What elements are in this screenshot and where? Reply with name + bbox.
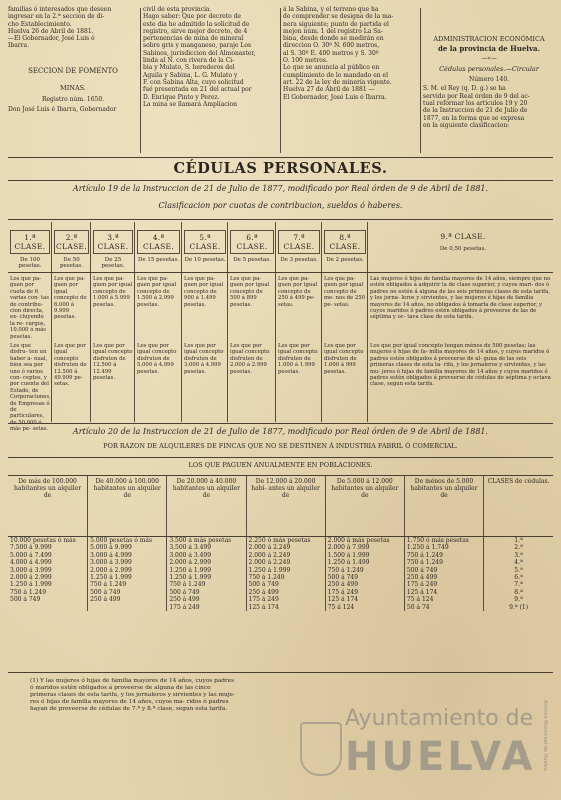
rent-class-cell: 8.ª <box>514 588 523 596</box>
class-salary-text: Los que por igual concepto disfruten de 12.500 á 12.499 pesetas. <box>93 343 133 382</box>
footnote-rule <box>8 672 553 673</box>
rent-cell: 500 á 749 <box>325 574 404 581</box>
class-contribution-text: Los que pa- guen por igual concepto de 1.500 á 2.999 pesetas. <box>137 276 177 308</box>
rent-cell: 175 á 249 <box>325 589 404 596</box>
class-contribution-text: Los que pa- guen por igual concepto de 6.000 á 9.999 pesetas. <box>54 276 87 321</box>
col2-line: pertenencias de mina de mineral <box>143 35 244 43</box>
col-rule-1 <box>140 8 141 153</box>
class-name: 3.ª CLASE. <box>93 230 133 254</box>
class-column-rule <box>51 222 52 422</box>
rent-cell: 3.000 á 3.499 <box>167 552 246 559</box>
rent-class-cell: 3.ª <box>514 551 523 559</box>
col1-line: Ibarra. <box>8 42 30 50</box>
rent-cell: 250 á 499 <box>246 589 325 596</box>
class-column-rule <box>321 222 322 422</box>
rent-cell: 2.000 á 2.999 <box>88 567 167 574</box>
rent-class-cell: 2.ª <box>514 544 523 552</box>
rent-cell: 500 á 749 <box>8 596 88 603</box>
class-quota: De 5 pesetas. <box>233 257 271 263</box>
class-header-rule <box>8 272 553 273</box>
col2-line: La mina se llamará Amplíacion <box>143 100 238 108</box>
class-salary-text: Los que por igual concepto disfruten de 1.000 á 1.999 pesetas. <box>278 343 318 375</box>
rent-cell: 5.000 pesetas ó más <box>88 537 167 545</box>
col4-text <box>423 85 555 129</box>
col1-line: cho Establecimiento. <box>8 20 72 28</box>
rent-cell: 250 á 499 <box>88 596 167 603</box>
rent-cell: 250 á 499 <box>325 581 404 588</box>
col2-line: sobre gris y manganeso, paraje Los <box>143 42 252 50</box>
col3-line: nera siguiente; punto de partida el <box>283 20 389 28</box>
class-column-rule <box>134 222 135 422</box>
class-salary-text: Los que por igual concepto disfruten de 2.000 á 2.999 pesetas. <box>230 343 270 375</box>
crest-icon <box>300 722 342 776</box>
rent-cell: 3.500 á 3.499 <box>167 544 246 551</box>
rent-cell: 7.500 á 9.999 <box>8 544 88 551</box>
class-salary-text: Los que por igual concepto disfruten de 1.000 á 999 pesetas. <box>324 343 364 375</box>
column-1 <box>8 6 138 156</box>
rent-cell: 1.250 á 1.749 <box>404 544 483 551</box>
col1-line: familias ó interesados que deseen <box>8 6 112 13</box>
rent-cell: 1.250 á 1.999 <box>246 567 325 574</box>
col2-line: este dia he admitido la solicitud de <box>143 20 250 28</box>
col2-line: registro, sirve mejor decreto, de 4 <box>143 27 248 35</box>
rent-cell: 75 á 124 <box>404 596 483 603</box>
col3-line: al S. 30º E. 400 metros y S. 30º <box>283 49 379 57</box>
col3-line: á la Sabina, y el terreno que ha <box>283 6 379 13</box>
col2-line: D. Enrique Pinto y Perez. <box>143 93 220 101</box>
col2-line: civil de esta provincia. <box>143 6 212 13</box>
rent-cell: 50 á 74 <box>404 604 483 611</box>
col3-line: direccion O. 30º N. 600 metros, <box>283 42 380 50</box>
col2-line: Aguila y Sabina, L. G. Mulato y <box>143 71 238 79</box>
rent-cell: 10.000 pesetas ó más <box>8 537 88 545</box>
rent-cell: 1.250 á 1.499 <box>325 559 404 566</box>
watermark-line2: HUELVA <box>345 734 536 780</box>
annually-heading: LOS QUE PAGUEN ANUALMENTE EN POBLACIONES. <box>188 461 373 469</box>
rent-cell: 750 á 1.249 <box>404 552 483 559</box>
col4-line: de la Instruccion de 21 de Julio de <box>423 107 528 115</box>
class-header <box>54 230 89 269</box>
col1-line: —El Gobernador, José Luis é <box>8 35 95 43</box>
rent-cell <box>8 604 88 611</box>
col2-line: linda al N. con rivera de la Ci- <box>143 57 235 65</box>
class-name: 8.ª CLASE. <box>324 230 366 254</box>
class-header <box>10 230 50 269</box>
footnote: (1) Y las mujeres ó hijas de familia mayores de 14 años, cuyos padres ó maridos estén obligados á proveerse de alguna de las cinco primeras clases de esta tarifa, y los jornaleros y sirvientes y las muje- res ó hijas de familia mayores de 14 años, cuyos ma- ridos ó padres hayan de proveerse de cédulas de 7.ª y 8.ª clase, segun esta tarifa. <box>30 678 235 712</box>
rent-cell: 2.000 á 2.249 <box>246 544 325 551</box>
col4-line: tual reformar los artículos 19 y 20 <box>423 100 528 108</box>
rent-cell: 3.500 á más pesetas <box>167 537 246 545</box>
rent-row <box>8 604 553 611</box>
rent-cell: 3.000 á 3.999 <box>8 567 88 574</box>
rent-cell: 125 á 174 <box>404 589 483 596</box>
rent-column-header: De ménos de 5.000 habitantes un alquiler de <box>404 476 483 537</box>
rent-cell: 2.000 á 2.999 <box>167 559 246 566</box>
circular-title: Cédulas personales.—Circular <box>439 64 539 73</box>
rent-cell: 3.000 á 4.999 <box>88 552 167 559</box>
rent-table <box>8 476 553 611</box>
column-3 <box>283 6 418 156</box>
registry-number: Registro núm. 1650. <box>41 96 105 104</box>
rent-cell: 5.000 á 9.999 <box>88 544 167 551</box>
rent-cell: 4.000 á 4.999 <box>8 559 88 566</box>
class-header <box>408 230 518 252</box>
rent-cell: 1.250 á 1.999 <box>8 581 88 588</box>
admin-divider: —«— <box>481 54 497 62</box>
rent-column-header: De más de 100.000 habitantes un alquiler de <box>8 476 88 537</box>
class-header <box>93 230 133 269</box>
class-contribution-text: Las mujeres ó hijos de familia mayores de 14 años, siempre que no estén obligados á adquirir la de clase superior, y cuyos mari- dos ó padres no estén á alguna de las seis primeras clases de esta tarifa, y los jorna- leros y sirvientes, y las mujeres é hijas de familia mayores de 14 años, no obligados á tomarla de clase superior, y cuyos maridos ó padres estén obligados á proveerse de las de séptima y oc- tava clase de esta tarifa. <box>370 276 551 321</box>
rent-table-header <box>8 476 553 537</box>
class-header <box>324 230 366 263</box>
class-salary-text: Los que por igual concepto tengan ménos de 500 pesetas; las mujeres é hijas de fa- milia mayores de 14 años, y cuyos maridos ó padres estén obligados á proveerse de al- guna de las seis primeras clases de esta ta- rifa, y los jornaleros y sirvientes, y las mu- jeres ó hijas de familia mayores de 14 años y cuyos maridos ó padres estén obligados á proveerse de cédulas de séptima y octava clase, segun esta tarifa. <box>370 343 551 388</box>
rent-cell: 2.000 á 7.999 <box>325 544 404 551</box>
title-rule-top <box>8 157 553 158</box>
article-19-heading: Artículo 19 de la Instruccion de 21 de Julio de 1877, modificado por Real órden de 9 de Abril de 1881. <box>72 184 489 193</box>
col1-text <box>8 6 138 50</box>
rent-cell: 250 á 499 <box>404 574 483 581</box>
col2-line: fué presentada en 21 del actual por <box>143 86 252 94</box>
class-column-rule <box>367 222 368 422</box>
classification-heading: Clasificacion por cuotas de contribucion, sueldos ó haberes. <box>158 201 403 210</box>
col3-line: mejon núm. 1 del registro La Sa- <box>283 27 383 35</box>
class-quota: De 100 pesetas. <box>18 257 42 269</box>
rent-cell: 500 á 749 <box>88 589 167 596</box>
circular-number: Número 140. <box>468 76 510 84</box>
rent-cell: 125 á 174 <box>325 596 404 603</box>
rent-cell: 750 á 1.249 <box>246 574 325 581</box>
class-column-rule <box>181 222 182 422</box>
col3-line: Huelva 27 de Abril de 1881 — <box>283 86 375 94</box>
col3-line: bina, desde donde se medirán en <box>283 35 384 43</box>
class-contribution-text: Los que pa- guen por cuota de 6 varias con- tas de contribu- cion directa, ex- cluyendo la re- cargos, 10.000 ó más pesetas. <box>10 276 49 340</box>
rent-cell: 175 á 249 <box>246 596 325 603</box>
rent-row <box>8 567 553 574</box>
class-header <box>184 230 226 263</box>
class-contribution-text: Los que pa- guen por igual concepto de 250 á 499 pe- setas. <box>278 276 318 308</box>
archive-vertical-text: Archivo Municipal de Huelva <box>542 700 548 771</box>
col3-line: de comprender se designa de la ma- <box>283 13 394 21</box>
class-name: 2.ª CLASE. <box>54 230 89 254</box>
rent-column-header: De 20.000 á 40.000 habitantes un alquiler de <box>167 476 246 537</box>
rent-cell: 750 á 1.249 <box>88 581 167 588</box>
col3-line: art. 22 de la ley de minería vigente. <box>283 78 392 86</box>
class-quota: De 25 pesetas. <box>101 257 125 269</box>
rent-cell: 2.000 á 2.999 <box>8 574 88 581</box>
class-table-top-rule <box>8 219 553 220</box>
col4-line: en la siguiente clasificacion: <box>423 121 510 129</box>
class-quota: De 3 pesetas. <box>280 257 318 263</box>
col-rule-2 <box>280 8 281 153</box>
governor-signature: Don José Luis é Ibarra, Gobernador <box>8 105 117 113</box>
rent-cell: 1.250 á 1.999 <box>167 567 246 574</box>
col4-line: S. M. el Rey (q. D. g.) se ha <box>423 85 506 93</box>
rent-cell: 250 á 499 <box>167 596 246 603</box>
rent-row <box>8 552 553 559</box>
rent-cell: 75 á 124 <box>325 604 404 611</box>
rent-cell: 1.250 á 1.999 <box>88 574 167 581</box>
rent-cell: 500 á 749 <box>167 589 246 596</box>
class-quota: De 15 pesetas. <box>137 257 180 263</box>
class-salary-text: Los que por igual concepto disfruten de 12.500 á 49.999 pe- setas. <box>54 343 87 388</box>
rent-cell: 3.000 á 3.999 <box>88 559 167 566</box>
class-contribution-text: Los que pa- guen por igual concepto de 500 á 899 pesetas. <box>230 276 270 308</box>
main-title: CÉDULAS PERSONALES. <box>173 160 388 177</box>
class-header <box>137 230 180 263</box>
rent-cell: 750 á 1.249 <box>325 567 404 574</box>
column-4 <box>423 6 555 156</box>
rent-cell: 2.000 á más pesetas <box>325 537 404 545</box>
class-name: 9.ª CLASE. <box>440 232 486 241</box>
rent-column-header: De 40.000 á 100.000 habitantes un alquiler de <box>88 476 167 537</box>
section-title-fomento: SECCION DE FOMENTO <box>28 66 118 75</box>
class-salary-text: Los que por igual concepto disfruten de 3.000 á 4.999 pesetas. <box>184 343 224 375</box>
class-contribution-text: Los que pa- guen por igual concepto de 900 á 1.499 pesetas. <box>184 276 224 308</box>
subsection-minas: MINAS. <box>60 84 86 93</box>
rent-cell: 1.250 á 1.999 <box>167 574 246 581</box>
admin-heading: ADMINISTRACION ECONÓMICA <box>433 35 545 43</box>
rent-class-cell: 4.ª <box>514 559 523 567</box>
class-quota: De 0,50 pesetas. <box>439 246 487 252</box>
class-name: 6.ª CLASE. <box>230 230 274 254</box>
rent-cell: 2.000 á 2.249 <box>246 552 325 559</box>
rent-row <box>8 596 553 603</box>
class-salary-text: Los que por igual concepto disfruten de 5.000 á 4.999 pesetas. <box>137 343 177 375</box>
col3-line: cumplimiento de lo mandado en el <box>283 71 388 79</box>
rent-cell: 5.000 á 7.499 <box>8 552 88 559</box>
rent-column-header: De 5.000 á 12.000 habitantes un alquiler de <box>325 476 404 537</box>
col1-line: Huelva 26 de Abril de 1881. <box>8 27 94 35</box>
admin-subheading: de la provincia de Huelva. <box>437 44 541 54</box>
col-rule-3 <box>420 8 421 153</box>
col2-line: bia y Mulato, S. herederos del <box>143 64 235 72</box>
class-column-rule <box>275 222 276 422</box>
rent-cell: 1.500 á 1.999 <box>325 552 404 559</box>
rent-cell: 750 á 1.249 <box>8 589 88 596</box>
col3-line: Lo que se anuncia al público en <box>283 64 380 72</box>
class-name: 1.ª CLASE. <box>10 230 50 254</box>
rent-cell: 750 á 1.249 <box>404 559 483 566</box>
watermark-logo <box>300 700 550 795</box>
rent-class-cell: 7.ª <box>514 581 523 589</box>
rent-class-cell: 1.ª <box>514 537 523 544</box>
class-header <box>278 230 320 263</box>
col2-line: Sabinos, jurisdiccion del Almonaster, <box>143 49 256 57</box>
rent-cell: 1.750 ó más pesetas <box>404 537 483 545</box>
rent-cell: 750 á 1.249 <box>167 581 246 588</box>
col3-text <box>283 6 418 101</box>
col4-line: servido por Real órden de 9 del ac- <box>423 92 530 100</box>
rent-column-header: De 12.000 á 20.000 habi- antes un alquiler de <box>246 476 325 537</box>
rent-class-cell: 5.ª <box>514 566 523 574</box>
col4-line: 1877, en la forma que se expresa <box>423 114 525 122</box>
class-column-rule <box>227 222 228 422</box>
class-header <box>230 230 274 263</box>
rent-cell: 175 á 249 <box>167 604 246 611</box>
class-name: 7.ª CLASE. <box>278 230 320 254</box>
rent-cell: 125 á 174 <box>246 604 325 611</box>
col3-line: O. 100 metros. <box>283 57 328 65</box>
rent-cell: 2.000 á 2.249 <box>246 559 325 566</box>
class-table-bottom-rule <box>8 423 553 424</box>
rent-row <box>8 574 553 581</box>
rent-row <box>8 537 553 545</box>
rent-row <box>8 544 553 551</box>
class-quota: De 50 pesetas. <box>60 257 83 269</box>
class-quota: De 2 pesetas. <box>326 257 364 263</box>
class-contribution-text: Los que pa- guen por igual concepto de me- nos de 250 pe- setas. <box>324 276 365 308</box>
rent-heading: POR RAZON DE ALQUILERES DE FINCAS QUE NO SE DESTINEN Á INDUSTRIA FABRIL Ó COMERCIAL. <box>103 442 458 450</box>
watermark-line1: Ayuntamiento de <box>345 706 534 731</box>
rent-rule-top <box>8 457 553 458</box>
rent-cell <box>88 604 167 611</box>
rent-cell: 500 á 749 <box>246 581 325 588</box>
rent-class-cell: 6.ª <box>514 574 523 582</box>
class-quota: De 10 pesetas. <box>184 257 226 263</box>
col2-line: Hago saber: Que por decreto de <box>143 13 241 21</box>
title-rule-bottom <box>8 180 553 181</box>
class-column-rule <box>90 222 91 422</box>
rent-column-header: CLASES de cédulas. <box>484 476 553 537</box>
col3-line: El Gobernador, José Luis é Ibarra. <box>283 93 387 101</box>
class-name: 5.ª CLASE. <box>184 230 226 254</box>
rent-row <box>8 589 553 596</box>
article-20-heading: Artículo 20 de la Instruccion de 21 de Julio de 1877, modificado por Real órden de 9 de Abril de 1881. <box>72 427 489 436</box>
col2-line: F. con Sabina Alta, cuyo solicitud <box>143 78 244 86</box>
class-name: 4.ª CLASE. <box>137 230 180 254</box>
rent-class-cell: 9.ª <box>514 596 523 604</box>
column-2 <box>143 6 278 156</box>
rent-class-cell: 9.ª (1) <box>509 603 529 611</box>
col1-line: ingresar en la 2.ª seccion de di- <box>8 13 105 21</box>
rent-row <box>8 559 553 566</box>
rent-cell: 175 á 249 <box>404 581 483 588</box>
rent-row <box>8 581 553 588</box>
class-contribution-text: Los que pa- guen por igual concepto de 1.000 á 5.999 pesetas. <box>93 276 133 308</box>
col2-text <box>143 6 278 108</box>
class-salary-text: Los que disfru- ten un haber a- nual, bien sea por uno ó varios con- ceptos, y por cuenta del Estado, de Corporaciones, de Empresas ó de particulares, más pe- setas. <box>10 343 51 433</box>
rent-cell: 500 á 749 <box>404 567 483 574</box>
rent-cell: 2.250 ó más pesetas <box>246 537 325 545</box>
